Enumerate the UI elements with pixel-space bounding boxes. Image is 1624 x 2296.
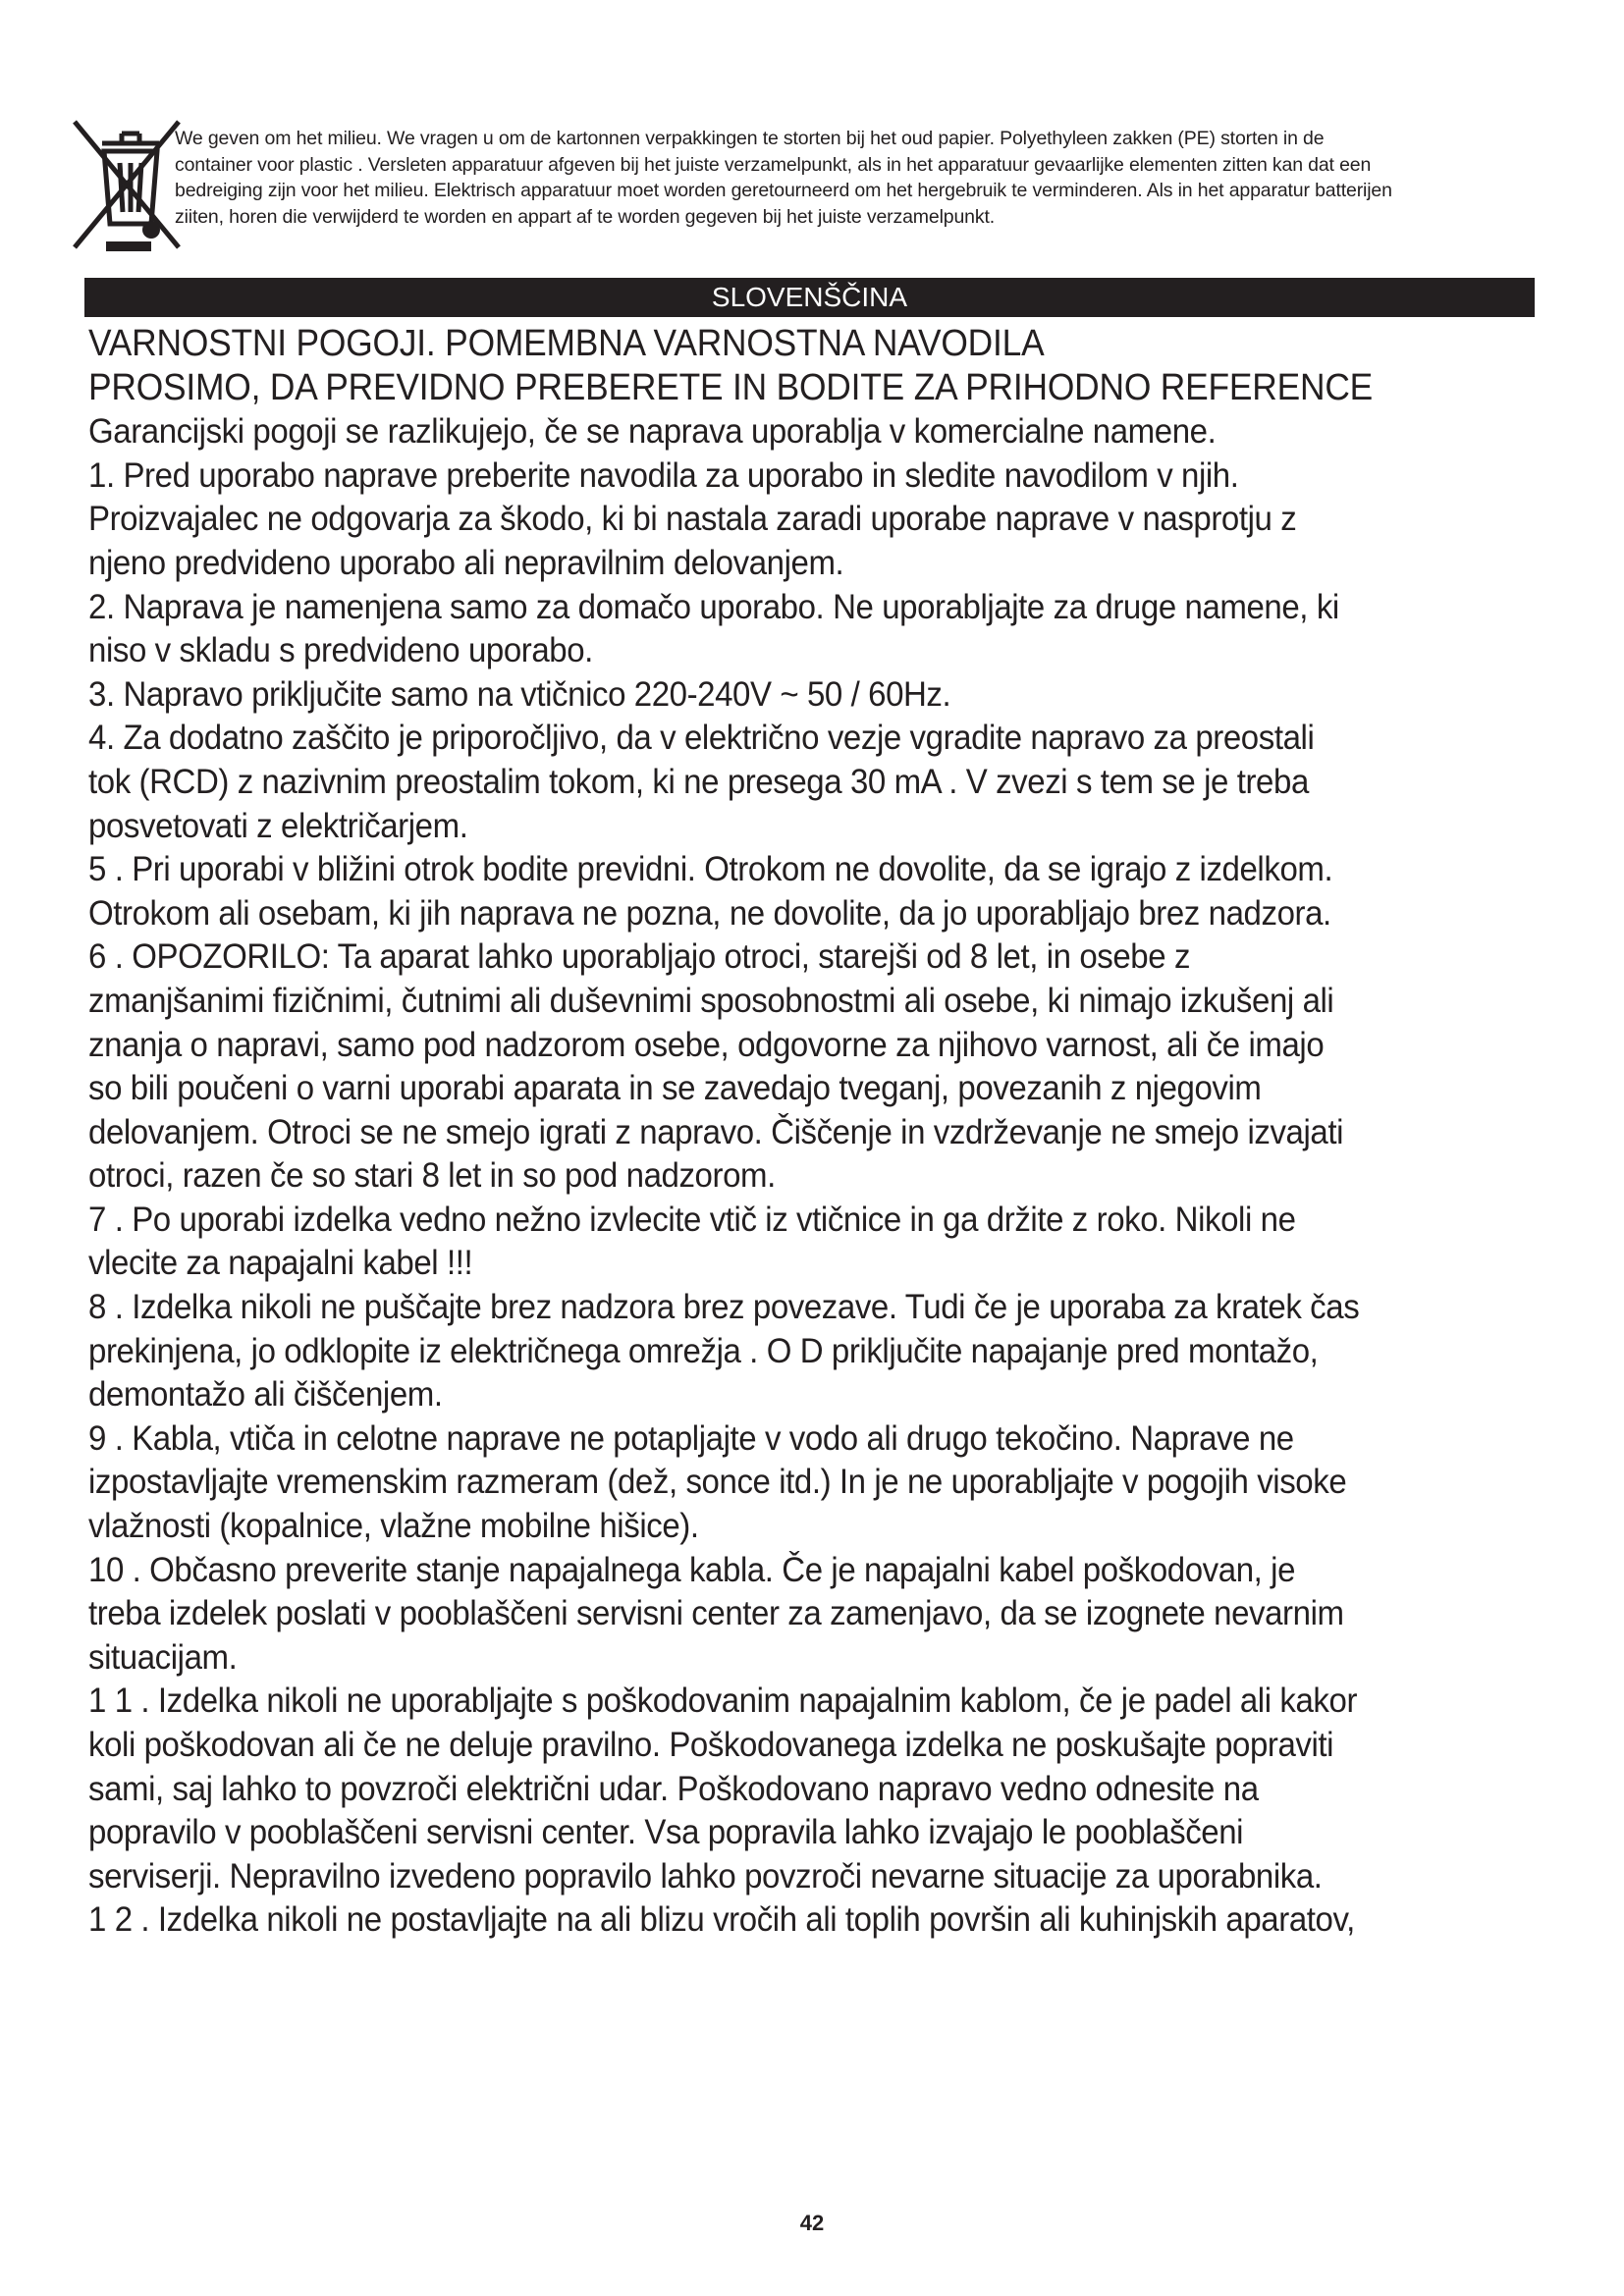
text-line: prekinjena, jo odklopite iz električnega omrežja . O D priključite napajanje pred montažo, bbox=[88, 1330, 1319, 1370]
page-number: 42 bbox=[799, 2211, 825, 2235]
environment-notice-text bbox=[175, 126, 1608, 230]
text-line: 10 . Občasno preverite stanje napajalnega kabla. Če je napajalni kabel poškodovan, je bbox=[88, 1549, 1296, 1589]
text-line: popravilo v pooblaščeni servisni center. Vsa popravila lahko izvajajo le pooblaščeni bbox=[88, 1812, 1244, 1852]
section-subheading: PROSIMO, DA PREVIDNO PREBERETE IN BODITE ZA PRIHODNO REFERENCE bbox=[88, 366, 1374, 408]
language-section-bar: SLOVENŠČINA bbox=[84, 278, 1535, 317]
notice-line: container voor plastic . Versleten apparatuur afgeven bij het juiste verzamelpunkt, als in het apparatuur gevaarlijke elementen zitten kan dat een bbox=[175, 153, 1372, 176]
text-line: izpostavljajte vremenskim razmeram (dež, sonce itd.) In je ne uporabljajte v pogojih visoke bbox=[88, 1462, 1347, 1502]
text-line: 1 2 . Izdelka nikoli ne postavljajte na ali blizu vročih ali toplih površin ali kuhinjskih aparatov, bbox=[88, 1899, 1355, 1940]
text-line: 5 . Pri uporabi v bližini otrok bodite previdni. Otrokom ne dovolite, da se igrajo z izdelkom. bbox=[88, 849, 1333, 889]
crossed-out-wheelie-bin-icon bbox=[69, 116, 185, 253]
text-line: 3. Napravo priključite samo na vtičnico 220-240V ~ 50 / 60Hz. bbox=[88, 673, 951, 714]
text-line: njeno predvideno uporabo ali nepravilnim delovanjem. bbox=[88, 542, 844, 582]
text-line: treba izdelek poslati v pooblaščeni servisni center za zamenjavo, da se izognete nevarnim bbox=[88, 1593, 1344, 1633]
text-line: demontažo ali čiščenjem. bbox=[88, 1374, 443, 1415]
environment-notice bbox=[69, 116, 1542, 263]
text-line: so bili poučeni o varni uporabi aparata in se zavedajo tveganj, povezanih z njegovim bbox=[88, 1068, 1262, 1108]
text-line: vlecite za napajalni kabel !!! bbox=[88, 1243, 473, 1283]
text-line: tok (RCD) z nazivnim preostalim tokom, ki ne presega 30 mA . V zvezi s tem se je treba bbox=[88, 761, 1309, 801]
text-line: koli poškodovan ali če ne deluje pravilno. Poškodovanega izdelka ne poskušajte popraviti bbox=[88, 1725, 1334, 1764]
notice-line: We geven om het milieu. We vragen u om de kartonnen verpakkingen te storten bij het oud papier. Polyethyleen zakken (PE) storten in de bbox=[175, 128, 1325, 149]
text-line: 9 . Kabla, vtiča in celotne naprave ne potapljajte v vodo ali drugo tekočino. Naprave ne bbox=[88, 1417, 1294, 1458]
text-line: Proizvajalec ne odgovarja za škodo, ki bi nastala zaradi uporabe naprave v nasprotju z bbox=[88, 499, 1297, 539]
text-line: 2. Naprava je namenjena samo za domačo uporabo. Ne uporabljajte za druge namene, ki bbox=[88, 586, 1339, 626]
text-line: znanja o napravi, samo pod nadzorom osebe, odgovorne za njihovo varnost, ali če imajo bbox=[88, 1024, 1325, 1064]
notice-line: ziiten, horen die verwijderd te worden en appart af te worden gegeven bij het juiste verzamelpunkt. bbox=[175, 205, 995, 228]
text-line: 7 . Po uporabi izdelka vedno nežno izvlecite vtič iz vtičnice in ga držite z roko. Nikoli ne bbox=[88, 1199, 1296, 1239]
text-line: 4. Za dodatno zaščito je priporočljivo, da v električno vezje vgradite napravo za preostali bbox=[88, 718, 1315, 758]
text-line: niso v skladu s predvideno uporabo. bbox=[88, 630, 593, 670]
notice-line: bedreiging zijn voor het milieu. Elektrisch apparatuur moet worden geretourneerd om het hergebruik te verminderen. Als in het apparatur batterijen bbox=[175, 180, 1392, 201]
text-line: 8 . Izdelka nikoli ne puščajte brez nadzora brez povezave. Tudi če je uporaba za kratek čas bbox=[88, 1287, 1360, 1327]
text-line: posvetovati z električarjem. bbox=[88, 805, 468, 845]
text-line: vlažnosti (kopalnice, vlažne mobilne hišice). bbox=[88, 1506, 699, 1546]
text-line: serviserji. Nepravilno izvedeno popravilo lahko povzroči nevarne situacije za uporabnika. bbox=[88, 1855, 1323, 1896]
text-line: situacijam. bbox=[88, 1636, 238, 1677]
text-line: otroci, razen če so stari 8 let in so pod nadzorom. bbox=[88, 1155, 776, 1196]
text-line: Otrokom ali osebam, ki jih naprava ne pozna, ne dovolite, da jo uporabljajo brez nadzora. bbox=[88, 892, 1331, 933]
text-line: Garancijski pogoji se razlikujejo, če se naprava uporablja v komercialne namene. bbox=[88, 411, 1217, 452]
text-line: 6 . OPOZORILO: Ta aparat lahko uporabljajo otroci, starejši od 8 let, in osebe z bbox=[88, 936, 1191, 977]
text-line: sami, saj lahko to povzroči električni udar. Poškodovano napravo vedno odnesite na bbox=[88, 1768, 1259, 1808]
text-line: 1. Pred uporabo naprave preberite navodila za uporabo in sledite navodilom v njih. bbox=[88, 454, 1239, 495]
safety-instructions bbox=[88, 322, 1449, 1942]
section-heading: VARNOSTNI POGOJI. POMEMBNA VARNOSTNA NAVODILA bbox=[88, 323, 1045, 364]
text-line: 1 1 . Izdelka nikoli ne uporabljajte s poškodovanim napajalnim kablom, če je padel ali kakor bbox=[88, 1681, 1358, 1721]
text-line: delovanjem. Otroci se ne smejo igrati z napravo. Čiščenje in vzdrževanje ne smejo izvajati bbox=[88, 1111, 1344, 1151]
text-line: zmanjšanimi fizičnimi, čutnimi ali duševnimi sposobnostmi ali osebe, ki nimajo izkušenj ali bbox=[88, 980, 1334, 1020]
